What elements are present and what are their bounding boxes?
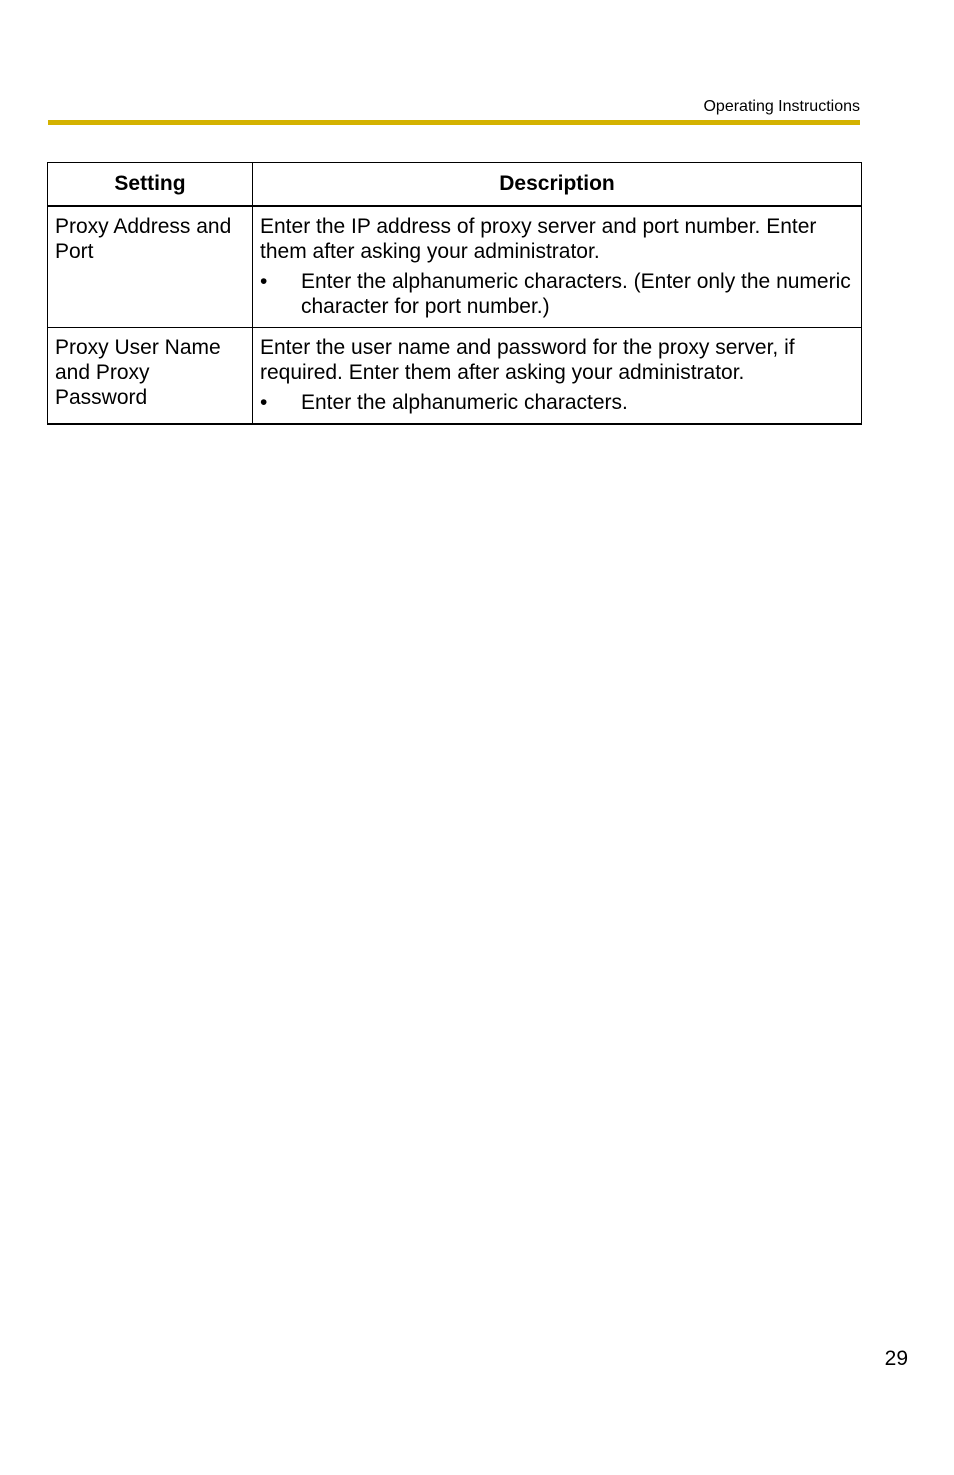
description-text: Enter the user name and password for the proxy server, if required. Enter them after asking your administrator. xyxy=(260,336,795,384)
description-cell xyxy=(253,206,862,328)
bullet-text: Enter the alphanumeric characters. xyxy=(301,391,628,414)
bullet-icon: • xyxy=(260,270,268,293)
bullet-item xyxy=(260,390,855,415)
setting-cell: Proxy Address and Port xyxy=(48,206,253,328)
bullet-list xyxy=(260,269,855,319)
header-rule xyxy=(48,120,860,125)
page-number: 29 xyxy=(884,1347,908,1370)
bullet-item xyxy=(260,269,855,319)
description-cell xyxy=(253,328,862,425)
bullet-text: Enter the alphanumeric characters. (Enter only the numeric character for port number.) xyxy=(301,270,851,318)
column-header-description: Description xyxy=(253,163,862,207)
bullet-icon: • xyxy=(260,391,268,414)
description-text: Enter the IP address of proxy server and port number. Enter them after asking your administrator. xyxy=(260,215,817,263)
running-header-title: Operating Instructions xyxy=(703,98,860,115)
table-header-row xyxy=(48,163,862,207)
settings-table xyxy=(47,162,862,425)
table-row xyxy=(48,328,862,425)
column-header-setting: Setting xyxy=(48,163,253,207)
table-row xyxy=(48,206,862,328)
bullet-list xyxy=(260,390,855,415)
setting-cell: Proxy User Name and Proxy Password xyxy=(48,328,253,425)
